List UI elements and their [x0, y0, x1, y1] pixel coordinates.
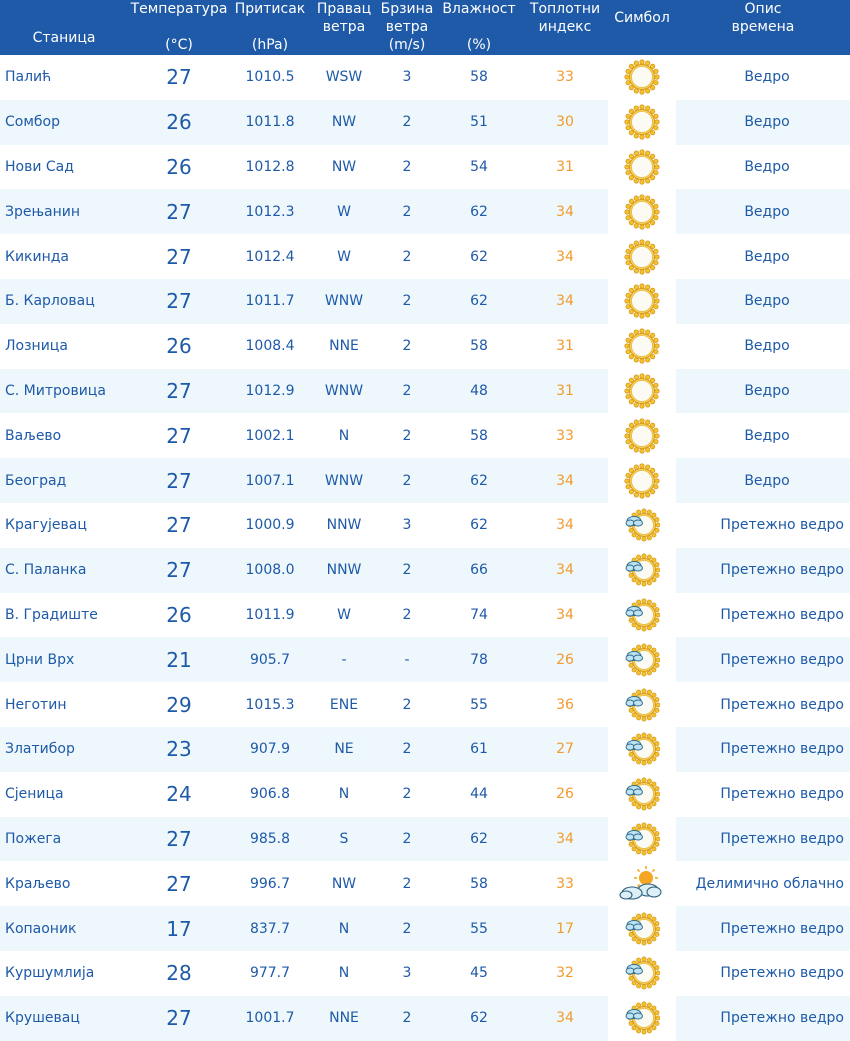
header-pressure-unit: (hPa): [251, 37, 289, 53]
humidity-cell: 48: [436, 369, 522, 414]
pressure-cell: 1011.8: [230, 100, 310, 145]
station-cell: Лозница: [0, 324, 128, 369]
humidity-cell: 78: [436, 637, 522, 682]
table-row: [0, 189, 850, 234]
humidity-cell: 54: [436, 145, 522, 190]
heat-index-cell: 34: [522, 279, 608, 324]
symbol-cell: [608, 279, 676, 324]
description-cell: Ведро: [676, 100, 850, 145]
sun-small-cloud-icon: [624, 552, 660, 588]
symbol-cell: [608, 861, 676, 906]
wind-direction-cell: N: [310, 906, 378, 951]
temperature-cell: 26: [128, 145, 230, 190]
header-heat-index: [522, 0, 608, 55]
humidity-cell: 44: [436, 772, 522, 817]
header-pressure-label: Притисак: [234, 1, 306, 17]
header-pressure: [230, 0, 310, 55]
description-cell: Претежно ведро: [676, 503, 850, 548]
table-row: [0, 100, 850, 145]
description-cell: Претежно ведро: [676, 996, 850, 1041]
table-row: [0, 369, 850, 414]
station-cell: Црни Врх: [0, 637, 128, 682]
heat-index-cell: 26: [522, 772, 608, 817]
pressure-cell: 985.8: [230, 817, 310, 862]
temperature-cell: 27: [128, 458, 230, 503]
header-wind-direction-label-2: ветра: [322, 19, 366, 35]
humidity-cell: 62: [436, 817, 522, 862]
wind-direction-cell: WSW: [310, 55, 378, 100]
station-cell: Палић: [0, 55, 128, 100]
temperature-cell: 27: [128, 279, 230, 324]
sun-small-cloud-icon: [624, 821, 660, 857]
wind-direction-cell: NW: [310, 100, 378, 145]
heat-index-cell: 31: [522, 369, 608, 414]
symbol-cell: [608, 906, 676, 951]
symbol-cell: [608, 458, 676, 503]
table-row: [0, 906, 850, 951]
pressure-cell: 1012.4: [230, 234, 310, 279]
wind-direction-cell: NNW: [310, 548, 378, 593]
heat-index-cell: 33: [522, 55, 608, 100]
humidity-cell: 58: [436, 324, 522, 369]
temperature-cell: 27: [128, 503, 230, 548]
temperature-cell: 17: [128, 906, 230, 951]
description-cell: Претежно ведро: [676, 817, 850, 862]
pressure-cell: 1000.9: [230, 503, 310, 548]
station-cell: Златибор: [0, 727, 128, 772]
pressure-cell: 1008.4: [230, 324, 310, 369]
wind-speed-cell: 2: [378, 593, 436, 638]
wind-speed-cell: 2: [378, 548, 436, 593]
wind-speed-cell: 2: [378, 413, 436, 458]
temperature-cell: 28: [128, 951, 230, 996]
wind-speed-cell: 2: [378, 145, 436, 190]
description-cell: Претежно ведро: [676, 951, 850, 996]
humidity-cell: 66: [436, 548, 522, 593]
station-cell: Копаоник: [0, 906, 128, 951]
station-cell: Куршумлија: [0, 951, 128, 996]
wind-direction-cell: NNE: [310, 324, 378, 369]
table-row: [0, 861, 850, 906]
wind-speed-cell: 2: [378, 727, 436, 772]
heat-index-cell: 32: [522, 951, 608, 996]
heat-index-cell: 34: [522, 593, 608, 638]
table-header-row: [0, 0, 850, 55]
station-cell: С. Митровица: [0, 369, 128, 414]
temperature-cell: 24: [128, 772, 230, 817]
heat-index-cell: 27: [522, 727, 608, 772]
wind-speed-cell: 3: [378, 951, 436, 996]
sun-icon: [624, 149, 660, 185]
pressure-cell: 1011.7: [230, 279, 310, 324]
wind-speed-cell: -: [378, 637, 436, 682]
description-cell: Ведро: [676, 369, 850, 414]
station-cell: С. Паланка: [0, 548, 128, 593]
wind-speed-cell: 2: [378, 189, 436, 234]
heat-index-cell: 34: [522, 503, 608, 548]
header-temperature: [128, 0, 230, 55]
heat-index-cell: 34: [522, 234, 608, 279]
humidity-cell: 61: [436, 727, 522, 772]
heat-index-cell: 33: [522, 413, 608, 458]
header-temperature-unit: (°C): [165, 37, 193, 53]
heat-index-cell: 34: [522, 548, 608, 593]
description-cell: Претежно ведро: [676, 772, 850, 817]
wind-direction-cell: W: [310, 234, 378, 279]
temperature-cell: 23: [128, 727, 230, 772]
header-symbol-label: Симбол: [614, 10, 670, 26]
pressure-cell: 977.7: [230, 951, 310, 996]
wind-direction-cell: N: [310, 772, 378, 817]
humidity-cell: 62: [436, 279, 522, 324]
humidity-cell: 62: [436, 189, 522, 234]
table-row: [0, 637, 850, 682]
symbol-cell: [608, 951, 676, 996]
pressure-cell: 837.7: [230, 906, 310, 951]
header-wind-speed-label-2: ветра: [385, 19, 429, 35]
symbol-cell: [608, 637, 676, 682]
wind-speed-cell: 2: [378, 324, 436, 369]
wind-direction-cell: WNW: [310, 458, 378, 503]
table-row: [0, 682, 850, 727]
header-humidity-unit: (%): [466, 37, 492, 53]
table-row: [0, 548, 850, 593]
temperature-cell: 27: [128, 861, 230, 906]
sun-icon: [624, 463, 660, 499]
table-row: [0, 413, 850, 458]
wind-direction-cell: N: [310, 951, 378, 996]
symbol-cell: [608, 100, 676, 145]
humidity-cell: 62: [436, 996, 522, 1041]
station-cell: Сомбор: [0, 100, 128, 145]
wind-direction-cell: NW: [310, 861, 378, 906]
station-cell: В. Градиште: [0, 593, 128, 638]
temperature-cell: 27: [128, 189, 230, 234]
symbol-cell: [608, 55, 676, 100]
symbol-cell: [608, 772, 676, 817]
symbol-cell: [608, 234, 676, 279]
wind-speed-cell: 2: [378, 996, 436, 1041]
pressure-cell: 907.9: [230, 727, 310, 772]
pressure-cell: 1010.5: [230, 55, 310, 100]
header-description-label-1: Опис: [744, 1, 782, 17]
partly-cloudy-icon: [618, 866, 666, 902]
sun-icon: [624, 373, 660, 409]
pressure-cell: 1012.3: [230, 189, 310, 234]
wind-speed-cell: 2: [378, 279, 436, 324]
wind-direction-cell: N: [310, 413, 378, 458]
sun-icon: [624, 328, 660, 364]
table-row: [0, 951, 850, 996]
table-row: [0, 503, 850, 548]
humidity-cell: 58: [436, 55, 522, 100]
heat-index-cell: 34: [522, 458, 608, 503]
pressure-cell: 1008.0: [230, 548, 310, 593]
header-humidity-label: Влажност: [442, 1, 516, 17]
symbol-cell: [608, 369, 676, 414]
heat-index-cell: 30: [522, 100, 608, 145]
temperature-cell: 26: [128, 100, 230, 145]
description-cell: Претежно ведро: [676, 548, 850, 593]
pressure-cell: 996.7: [230, 861, 310, 906]
wind-speed-cell: 3: [378, 55, 436, 100]
humidity-cell: 62: [436, 503, 522, 548]
wind-direction-cell: NNW: [310, 503, 378, 548]
symbol-cell: [608, 324, 676, 369]
table-row: [0, 55, 850, 100]
symbol-cell: [608, 996, 676, 1041]
sun-small-cloud-icon: [624, 687, 660, 723]
description-cell: Ведро: [676, 145, 850, 190]
station-cell: Сјеница: [0, 772, 128, 817]
pressure-cell: 906.8: [230, 772, 310, 817]
humidity-cell: 51: [436, 100, 522, 145]
temperature-cell: 27: [128, 413, 230, 458]
header-wind-speed: [378, 0, 436, 55]
wind-direction-cell: NE: [310, 727, 378, 772]
wind-direction-cell: WNW: [310, 279, 378, 324]
header-description-label-2: времена: [731, 19, 795, 35]
symbol-cell: [608, 682, 676, 727]
sun-small-cloud-icon: [624, 955, 660, 991]
wind-direction-cell: NW: [310, 145, 378, 190]
temperature-cell: 27: [128, 55, 230, 100]
wind-direction-cell: W: [310, 593, 378, 638]
table-row: [0, 234, 850, 279]
wind-speed-cell: 2: [378, 458, 436, 503]
description-cell: Ведро: [676, 234, 850, 279]
description-cell: Ведро: [676, 413, 850, 458]
sun-small-cloud-icon: [624, 911, 660, 947]
pressure-cell: 1011.9: [230, 593, 310, 638]
symbol-cell: [608, 817, 676, 862]
header-description: [676, 0, 850, 55]
wind-direction-cell: W: [310, 189, 378, 234]
table-row: [0, 458, 850, 503]
sun-small-cloud-icon: [624, 507, 660, 543]
symbol-cell: [608, 413, 676, 458]
heat-index-cell: 31: [522, 145, 608, 190]
description-cell: Делимично облачно: [676, 861, 850, 906]
header-temperature-label: Температура: [130, 1, 228, 17]
temperature-cell: 27: [128, 996, 230, 1041]
header-humidity: [436, 0, 522, 55]
station-cell: Београд: [0, 458, 128, 503]
temperature-cell: 26: [128, 324, 230, 369]
header-wind-speed-unit: (m/s): [388, 37, 426, 53]
symbol-cell: [608, 548, 676, 593]
header-wind-direction: [310, 0, 378, 55]
description-cell: Претежно ведро: [676, 906, 850, 951]
heat-index-cell: 34: [522, 189, 608, 234]
table-row: [0, 817, 850, 862]
humidity-cell: 55: [436, 906, 522, 951]
humidity-cell: 62: [436, 458, 522, 503]
description-cell: Ведро: [676, 189, 850, 234]
pressure-cell: 1007.1: [230, 458, 310, 503]
temperature-cell: 26: [128, 593, 230, 638]
symbol-cell: [608, 593, 676, 638]
wind-speed-cell: 3: [378, 503, 436, 548]
wind-direction-cell: S: [310, 817, 378, 862]
temperature-cell: 27: [128, 817, 230, 862]
pressure-cell: 1001.7: [230, 996, 310, 1041]
heat-index-cell: 26: [522, 637, 608, 682]
sun-icon: [624, 239, 660, 275]
humidity-cell: 74: [436, 593, 522, 638]
humidity-cell: 55: [436, 682, 522, 727]
heat-index-cell: 31: [522, 324, 608, 369]
wind-speed-cell: 2: [378, 906, 436, 951]
humidity-cell: 45: [436, 951, 522, 996]
station-cell: Б. Карловац: [0, 279, 128, 324]
description-cell: Ведро: [676, 324, 850, 369]
wind-speed-cell: 2: [378, 682, 436, 727]
symbol-cell: [608, 727, 676, 772]
table-row: [0, 279, 850, 324]
pressure-cell: 1012.9: [230, 369, 310, 414]
table-row: [0, 324, 850, 369]
sun-icon: [624, 418, 660, 454]
station-cell: Кикинда: [0, 234, 128, 279]
station-cell: Крушевац: [0, 996, 128, 1041]
humidity-cell: 58: [436, 413, 522, 458]
description-cell: Претежно ведро: [676, 727, 850, 772]
sun-icon: [624, 59, 660, 95]
temperature-cell: 27: [128, 234, 230, 279]
temperature-cell: 27: [128, 369, 230, 414]
wind-speed-cell: 2: [378, 234, 436, 279]
temperature-cell: 29: [128, 682, 230, 727]
wind-speed-cell: 2: [378, 100, 436, 145]
heat-index-cell: 34: [522, 817, 608, 862]
station-cell: Крагујевац: [0, 503, 128, 548]
station-cell: Неготин: [0, 682, 128, 727]
wind-direction-cell: -: [310, 637, 378, 682]
header-wind-direction-label-1: Правац: [316, 1, 372, 17]
wind-speed-cell: 2: [378, 772, 436, 817]
wind-direction-cell: WNW: [310, 369, 378, 414]
symbol-cell: [608, 503, 676, 548]
description-cell: Претежно ведро: [676, 682, 850, 727]
header-station-label: Станица: [32, 29, 96, 46]
wind-speed-cell: 2: [378, 817, 436, 862]
heat-index-cell: 36: [522, 682, 608, 727]
sun-icon: [624, 194, 660, 230]
wind-speed-cell: 2: [378, 861, 436, 906]
station-cell: Нови Сад: [0, 145, 128, 190]
pressure-cell: 1015.3: [230, 682, 310, 727]
description-cell: Ведро: [676, 458, 850, 503]
heat-index-cell: 34: [522, 996, 608, 1041]
symbol-cell: [608, 145, 676, 190]
sun-icon: [624, 283, 660, 319]
humidity-cell: 58: [436, 861, 522, 906]
station-cell: Пожега: [0, 817, 128, 862]
table-row: [0, 593, 850, 638]
sun-small-cloud-icon: [624, 776, 660, 812]
temperature-cell: 27: [128, 548, 230, 593]
table-row: [0, 145, 850, 190]
wind-direction-cell: NNE: [310, 996, 378, 1041]
sun-small-cloud-icon: [624, 731, 660, 767]
wind-speed-cell: 2: [378, 369, 436, 414]
header-heat-index-label-2: индекс: [538, 19, 592, 35]
sun-small-cloud-icon: [624, 642, 660, 678]
description-cell: Претежно ведро: [676, 593, 850, 638]
station-cell: Краљево: [0, 861, 128, 906]
table-row: [0, 996, 850, 1041]
description-cell: Ведро: [676, 55, 850, 100]
pressure-cell: 1002.1: [230, 413, 310, 458]
header-heat-index-label-1: Топлотни: [529, 1, 601, 17]
header-wind-speed-label-1: Брзина: [380, 1, 434, 17]
temperature-cell: 21: [128, 637, 230, 682]
station-cell: Зрењанин: [0, 189, 128, 234]
symbol-cell: [608, 189, 676, 234]
description-cell: Ведро: [676, 279, 850, 324]
heat-index-cell: 17: [522, 906, 608, 951]
sun-icon: [624, 104, 660, 140]
table-row: [0, 727, 850, 772]
header-station: [0, 0, 128, 55]
header-symbol: [608, 0, 676, 55]
pressure-cell: 905.7: [230, 637, 310, 682]
pressure-cell: 1012.8: [230, 145, 310, 190]
heat-index-cell: 33: [522, 861, 608, 906]
wind-direction-cell: ENE: [310, 682, 378, 727]
description-cell: Претежно ведро: [676, 637, 850, 682]
table-row: [0, 772, 850, 817]
humidity-cell: 62: [436, 234, 522, 279]
sun-small-cloud-icon: [624, 597, 660, 633]
station-cell: Ваљево: [0, 413, 128, 458]
